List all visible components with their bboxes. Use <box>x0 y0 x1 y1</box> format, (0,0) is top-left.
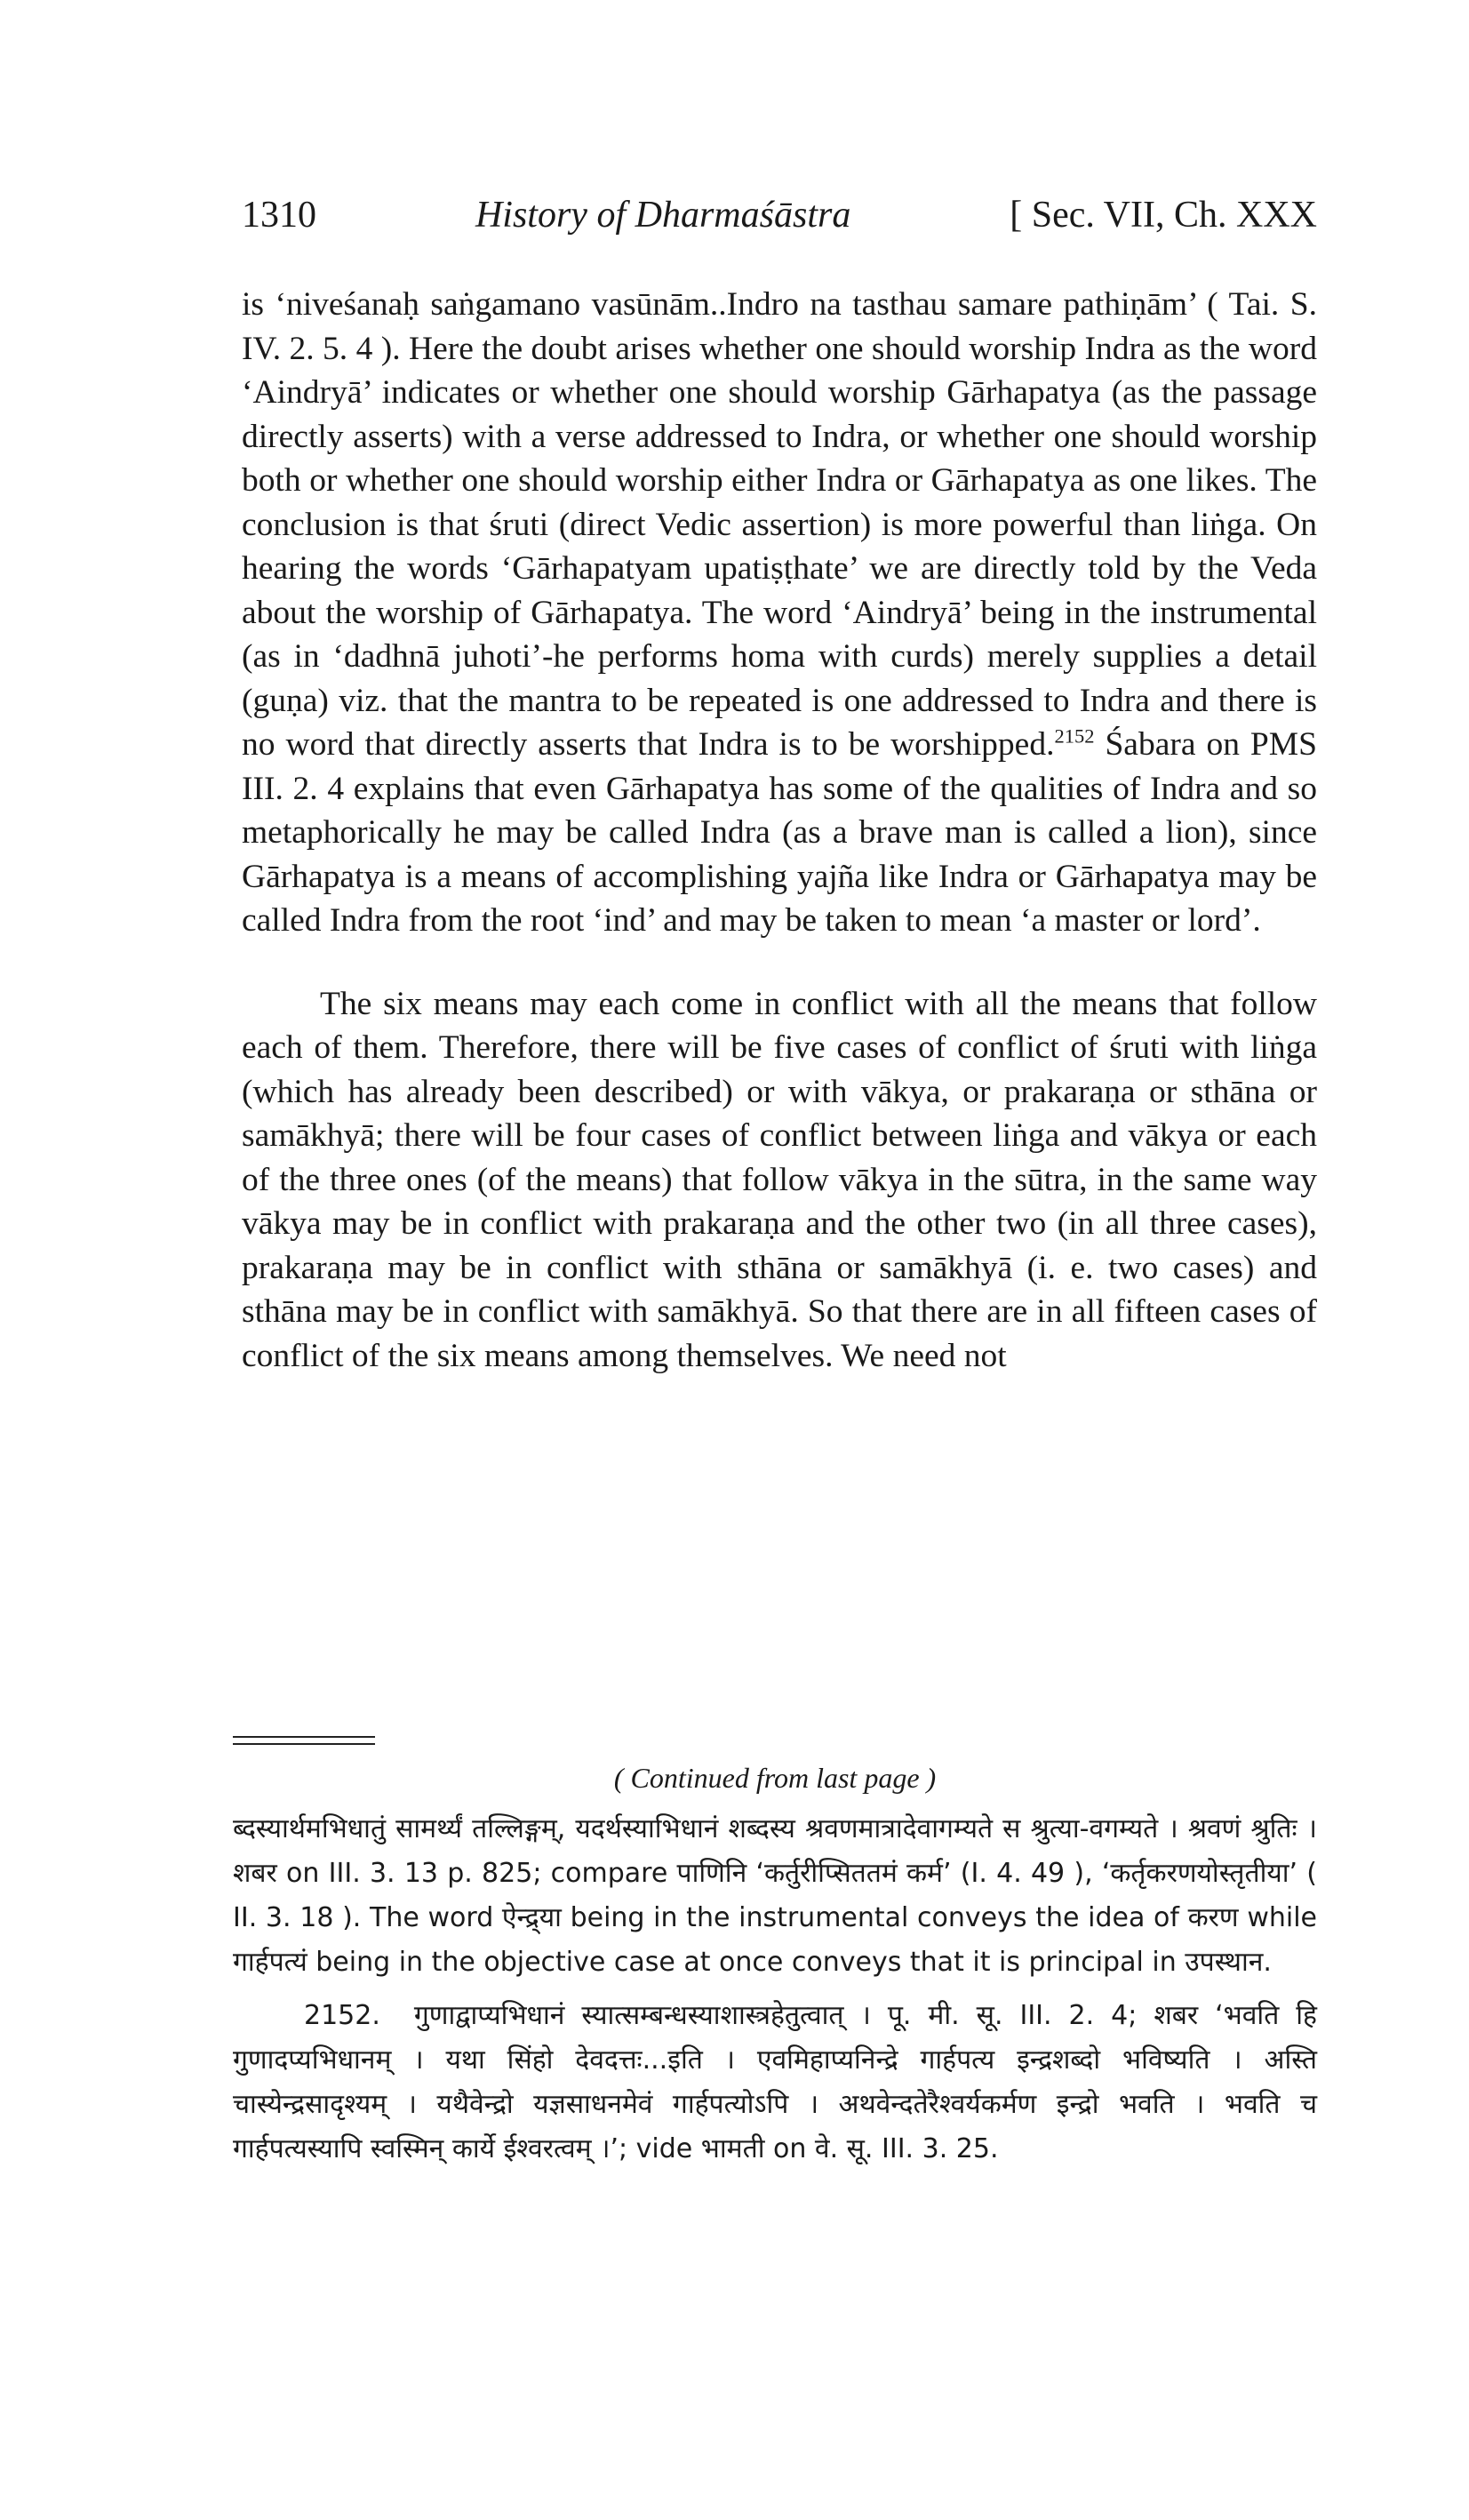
footnotes <box>233 1756 1317 2172</box>
page-number: 1310 <box>242 195 316 236</box>
footnote-2152 <box>233 1994 1317 2172</box>
footnote-marker: 2152 <box>1054 724 1095 748</box>
book-title: History of Dharmaśāstra <box>475 195 851 236</box>
paragraph-1-continuation: Śabara on PMS III. 2. 4 explains that even Gārhapatya has some of the qualities of Indra and so metaphorically he may be called Indra (as a brave man is called a lion), since Gārhapatya is a means of accomplishing yajña like Indra or Gārhapatya may be called Indra from the root ‘ind’ and may be taken to mean ‘a master or lord’. <box>242 726 1317 939</box>
footnote-rule-second <box>233 1743 375 1745</box>
continued-note-heading: ( Continued from last page ) <box>613 1762 937 1794</box>
section-reference: [ Sec. VII, Ch. XXX <box>1010 195 1317 236</box>
paragraph-1-text: is ‘niveśanaḥ saṅgamano vasūnām..Indro na tasthau samare pathiṇām’ ( Tai. S. IV. 2. 5. 4 ). Here the doubt arises whether one should worship Indra as the word ‘Aindryā’ indicates or whether one should worship Gārhapatya (as the passage directly asserts) with a verse addressed to Indra, or whether one should worship both or whether one should worship either Indra or Gārhapatya as one likes. The conclusion is that śruti (direct Vedic assertion) is more powerful than liṅga. On hearing the words ‘Gārhapatyam upatiṣṭhate’ we are directly told by the Veda about the worship of Gārhapatya. The word ‘Aindryā’ being in the instrumental (as in ‘dadhnā juhoti’-he performs homa with curds) merely supplies a detail (guṇa) viz. that the mantra to be repeated is one addressed to Indra and there is no word that directly asserts that Indra is to be worshipped. <box>242 286 1317 763</box>
paragraph-1 <box>242 283 1317 943</box>
footnote-2152-text: गुणाद्वाप्यभिधानं स्यात्सम्बन्धस्याशास्त्रहेतुत्वात् । पू. मी. सू. III. 2. 4; शबर ‘भवति हि गुणादप्यभिधानम् । यथा सिंहो देवदत्तः...इति । एवमिहाप्यनिन्द्रे गार्हपत्य इन्द्रशब्दो भविष्यति । अस्ति चास्येन्द्रसादृश्यम् । यथैवेन्द्रो यज्ञसाधनमेवं गार्हपत्योऽपि । अथवेन्दतेरैश्वर्यकर्मण इन्द्रो भवति । भवति च गार्हपत्यस्यापि स्वस्मिन् कार्ये ईश्वरत्वम् ।’; vide भामती on वे. सू. III. 3. 25. <box>233 2000 1317 2164</box>
continued-footnote-text: ब्दस्यार्थमभिधातुं सामर्थ्यं तल्लिङ्गम्, यदर्थस्याभिधानं शब्दस्य श्रवणमात्रादेवागम्यते स श्रुत्या-वगम्यते । श्रवणं श्रुतिः । शबर on III. 3. 13 p. 825; compare पाणिनि ‘कर्तुरीप्सिततमं कर्म’ (I. 4. 49 ), ‘कर्तृकरणयोस्तृतीया’ ( II. 3. 18 ). The word ऐन्द्र्या being in the instrumental conveys the idea of करण while गार्हपत्यं being in the objective case at once conveys that it is principal in उपस्थान. <box>233 1813 1317 1978</box>
main-text <box>242 283 1317 1378</box>
paragraph-2: The six means may each come in conflict with all the means that follow each of them. Therefore, there will be five cases of conflict of śruti with liṅga (which has already been described) or with vākya, or prakaraṇa or sthāna or samākhyā; there will be four cases of conflict between liṅga and vākya or each of the three ones (of the means) that follow vākya in the sūtra, in the same way vākya may be in conflict with prakaraṇa and the other two (in all three cases), prakaraṇa may be in conflict with sthāna or samākhyā (i. e. two cases) and sthāna may be in conflict with samākhyā. So that there are in all fifteen cases of conflict of the six means among themselves. We need not <box>242 985 1317 1374</box>
running-header <box>242 194 1317 236</box>
footnote-rule <box>233 1736 375 1738</box>
footnote-number: 2152. <box>304 2000 380 2031</box>
